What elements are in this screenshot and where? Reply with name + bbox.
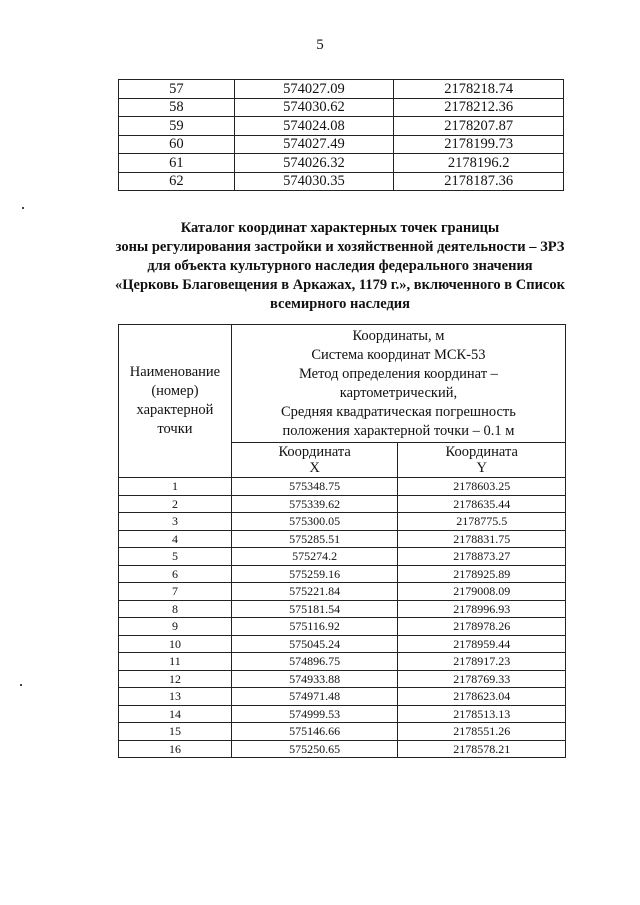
table-row: [119, 495, 566, 513]
point-number-cell: 58: [119, 98, 235, 117]
main-table-body: [119, 478, 566, 758]
y-header-line: Координата: [445, 444, 518, 460]
point-number-cell: 57: [119, 80, 235, 99]
coordinates-header-line: Система координат МСК-53: [311, 347, 486, 363]
x-coordinate-cell: 574896.75: [231, 653, 398, 671]
x-coordinate-cell: 574026.32: [234, 154, 394, 173]
catalog-title-line: всемирного наследия: [269, 296, 410, 312]
y-coordinate-header: [398, 443, 566, 478]
point-number-cell: 10: [119, 635, 232, 653]
table-row: [119, 705, 566, 723]
x-coordinate-cell: 575259.16: [231, 565, 398, 583]
table-row: [119, 98, 564, 117]
coordinates-table-continued: [118, 79, 564, 191]
table-row: [119, 154, 564, 173]
x-coordinate-cell: 575045.24: [231, 635, 398, 653]
y-coordinate-cell: 2178873.27: [398, 548, 566, 566]
point-number-cell: 4: [119, 530, 232, 548]
point-number-cell: 11: [119, 653, 232, 671]
catalog-title-line: для объекта культурного наследия федерального значения: [147, 258, 533, 274]
x-coordinate-cell: 575300.05: [231, 513, 398, 531]
x-coordinate-cell: 575285.51: [231, 530, 398, 548]
point-number-cell: 61: [119, 154, 235, 173]
y-coordinate-cell: 2178551.26: [398, 723, 566, 741]
y-coordinate-cell: 2178603.25: [398, 478, 566, 496]
point-number-cell: 7: [119, 583, 232, 601]
x-coordinate-cell: 574999.53: [231, 705, 398, 723]
point-name-header-line: Наименование: [129, 364, 221, 380]
scan-speck: [22, 207, 24, 209]
point-number-cell: 8: [119, 600, 232, 618]
x-coordinate-cell: 574027.09: [234, 80, 394, 99]
point-number-cell: 16: [119, 740, 232, 758]
point-number-cell: 59: [119, 117, 235, 136]
y-coordinate-cell: 2178925.89: [398, 565, 566, 583]
x-header-line: X: [309, 460, 320, 476]
point-number-cell: 60: [119, 135, 235, 154]
point-number-cell: 15: [119, 723, 232, 741]
coordinates-header: [231, 325, 565, 443]
top-table-body: [119, 80, 564, 191]
y-coordinate-cell: 2179008.09: [398, 583, 566, 601]
point-number-cell: 6: [119, 565, 232, 583]
y-coordinate-cell: 2178187.36: [394, 172, 564, 191]
table-row: [119, 172, 564, 191]
y-coordinate-cell: 2178831.75: [398, 530, 566, 548]
x-coordinate-cell: 574933.88: [231, 670, 398, 688]
y-coordinate-cell: 2178769.33: [398, 670, 566, 688]
x-coordinate-cell: 575250.65: [231, 740, 398, 758]
point-number-cell: 5: [119, 548, 232, 566]
x-coordinate-cell: 575339.62: [231, 495, 398, 513]
x-coordinate-cell: 575146.66: [231, 723, 398, 741]
catalog-title: [90, 219, 590, 314]
y-coordinate-cell: 2178959.44: [398, 635, 566, 653]
point-number-cell: 1: [119, 478, 232, 496]
coordinates-header-line: Средняя квадратическая погрешность: [281, 404, 516, 420]
x-header-line: Координата: [278, 444, 351, 460]
point-number-cell: 9: [119, 618, 232, 636]
x-coordinate-header: [231, 443, 398, 478]
point-number-cell: 2: [119, 495, 232, 513]
x-coordinate-cell: 574027.49: [234, 135, 394, 154]
catalog-title-line: зоны регулирования застройки и хозяйственной деятельности – ЗРЗ: [115, 239, 565, 255]
table-row: [119, 548, 566, 566]
y-coordinate-cell: 2178212.36: [394, 98, 564, 117]
y-coordinate-cell: 2178996.93: [398, 600, 566, 618]
y-coordinate-cell: 2178218.74: [394, 80, 564, 99]
table-row: [119, 117, 564, 136]
table-row: [119, 565, 566, 583]
table-row: [119, 513, 566, 531]
y-coordinate-cell: 2178207.87: [394, 117, 564, 136]
coordinates-catalog-table: [118, 324, 566, 758]
x-coordinate-cell: 574030.35: [234, 172, 394, 191]
y-coordinate-cell: 2178978.26: [398, 618, 566, 636]
table-row: [119, 530, 566, 548]
coordinates-header-line: Координаты, м: [352, 328, 445, 344]
y-coordinate-cell: 2178917.23: [398, 653, 566, 671]
table-row: [119, 583, 566, 601]
x-coordinate-cell: 575181.54: [231, 600, 398, 618]
y-coordinate-cell: 2178775.5: [398, 513, 566, 531]
y-coordinate-cell: 2178623.04: [398, 688, 566, 706]
point-number-cell: 62: [119, 172, 235, 191]
x-coordinate-cell: 574030.62: [234, 98, 394, 117]
table-row: [119, 740, 566, 758]
table-row: [119, 635, 566, 653]
x-coordinate-cell: 574024.08: [234, 117, 394, 136]
x-coordinate-cell: 575274.2: [231, 548, 398, 566]
table-row: [119, 653, 566, 671]
catalog-title-line: «Церковь Благовещения в Аркажах, 1179 г.», включенного в Список: [115, 277, 565, 293]
y-coordinate-cell: 2178578.21: [398, 740, 566, 758]
point-name-header: [119, 325, 232, 478]
coordinates-header-line: Метод определения координат –: [298, 366, 498, 382]
x-coordinate-cell: 575348.75: [231, 478, 398, 496]
table-row: [119, 80, 564, 99]
page-number: 5: [316, 37, 324, 53]
point-number-cell: 12: [119, 670, 232, 688]
y-header-line: Y: [476, 460, 487, 476]
catalog-title-line: Каталог координат характерных точек границы: [180, 220, 500, 236]
table-row: [119, 723, 566, 741]
point-name-header-line: характерной: [136, 402, 214, 418]
y-coordinate-cell: 2178199.73: [394, 135, 564, 154]
x-coordinate-cell: 575221.84: [231, 583, 398, 601]
y-coordinate-cell: 2178513.13: [398, 705, 566, 723]
y-coordinate-cell: 2178635.44: [398, 495, 566, 513]
table-row: [119, 600, 566, 618]
table-row: [119, 478, 566, 496]
point-number-cell: 14: [119, 705, 232, 723]
table-row: [119, 618, 566, 636]
scan-speck: [20, 684, 22, 686]
point-name-header-line: (номер): [151, 383, 199, 399]
table-row: [119, 688, 566, 706]
point-name-header-line: точки: [157, 421, 193, 437]
coordinates-header-line: картометрический,: [339, 385, 458, 401]
x-coordinate-cell: 575116.92: [231, 618, 398, 636]
coordinates-header-line: положения характерной точки – 0.1 м: [282, 423, 515, 439]
table-row: [119, 670, 566, 688]
table-row: [119, 135, 564, 154]
y-coordinate-cell: 2178196.2: [394, 154, 564, 173]
point-number-cell: 3: [119, 513, 232, 531]
x-coordinate-cell: 574971.48: [231, 688, 398, 706]
point-number-cell: 13: [119, 688, 232, 706]
